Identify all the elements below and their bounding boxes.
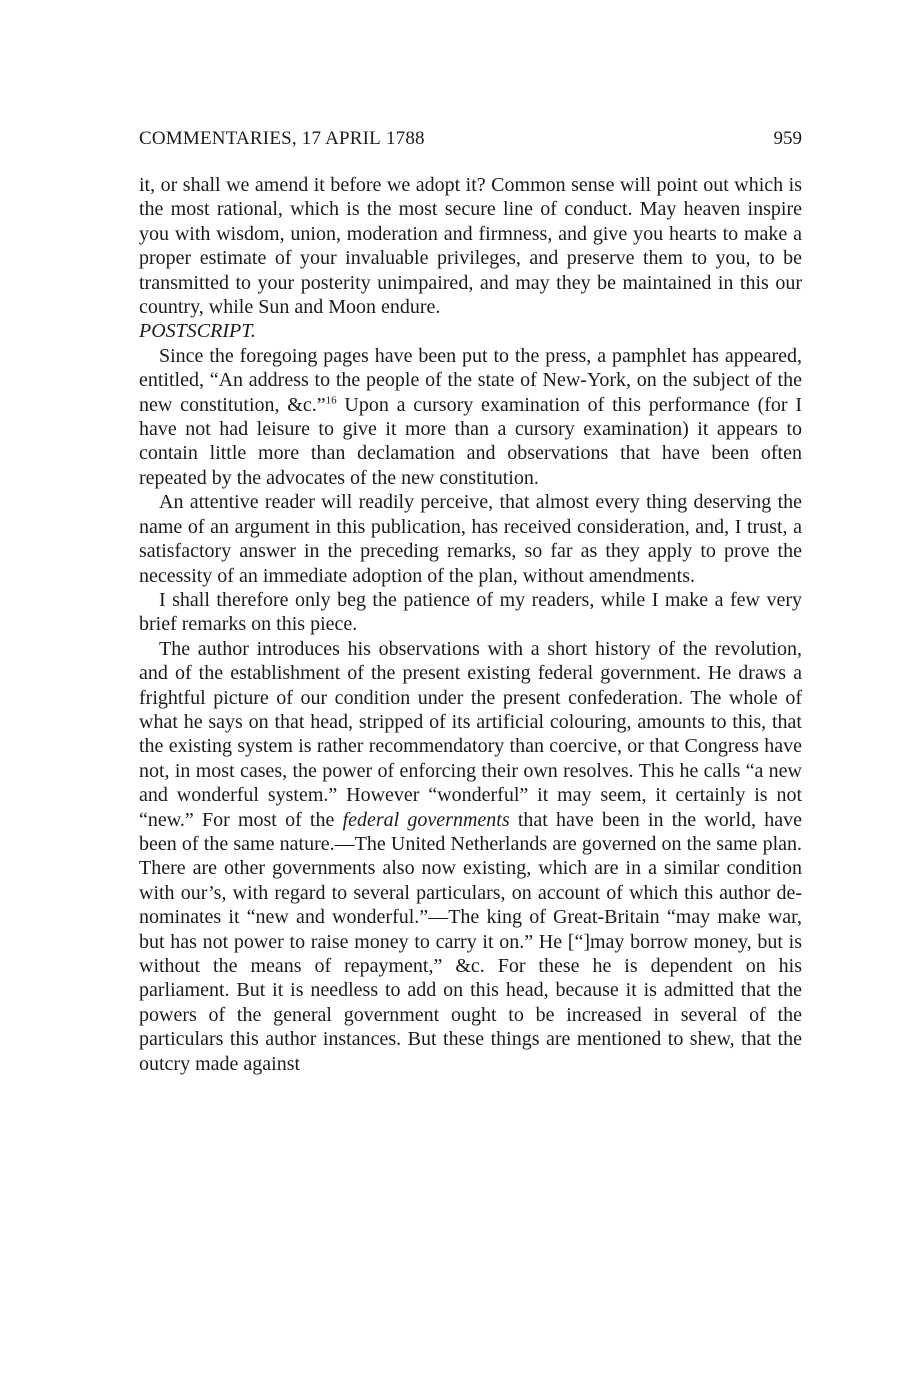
running-head-date-number: , 17 A [291,128,340,149]
paragraph-text: that have been in the world, have been of the same nature.—The United Netherlands are governed on the same plan. There are other governments also now existing, which are in a similar condition with our’s, with regard to several particulars, on account of which this author denominates it “new and wonderful.”—The king of Great-Britain “may make war, but has not power to raise money to carry it on.” He [“]may borrow money, but is without the means of repayment,” &c. For these he is dependent on his parliament. But it is needless to add on this head, because it is admitted that the powers of the general government ought to be increased in several of the particulars this author instances. But these things are mentioned to shew, that the outcry made against [139,808,802,1075]
paragraph-brief-remarks: I shall therefore only beg the patience of my readers, while I make a few very brief remarks on this piece. [139,588,802,636]
paragraph-text: The author introduces his observations with a short history of the revolution, and of the establishment of the present existing federal government. He draws a frightful picture of our condition under the present confederation. The whole of what he says on that head, stripped of its artificial colouring, amounts to this, that the existing system is rather recommendatory than coercive, or that Congress have not, in most cases, the power of enforcing their own resolves. This he calls “a new and wonderful system.” However “wonderful” it may seem, it certainly is not “new.” For most of the [139,637,802,831]
footnote-reference: 16 [325,394,337,406]
paragraph-postscript-intro [139,344,802,490]
paragraph-author-introduces [139,637,802,1076]
paragraph-closing: it, or shall we amend it before we adopt it? Common sense will point out which is the most rational, which is the most secure line of conduct. May heaven inspire you with wisdom, union, moderation and firmness, and give you hearts to make a proper estimate of your invaluable privileges, and preserve them to you, to be transmitted to your posterity unimpaired, and may they be maintained in this our country, while Sun and Moon endure. [139,174,802,319]
postscript-heading: POSTSCRIPT. [139,320,256,343]
body-text [139,173,802,1076]
italic-phrase: federal governments [342,808,510,831]
running-head-year: 1788 [381,128,425,149]
paragraph-text: Upon a cursory examination of this performance (for I have not had leisure to give it more than a cursory examination) it appears to contain little more than declamation and observations that have been often repeated by the advocates of the new constitution. [139,393,802,489]
running-head-initial: C [139,128,152,149]
page-header [139,124,802,154]
running-head [139,124,425,154]
page-number: 959 [773,128,802,149]
paragraph-attentive-reader: An attentive reader will readily perceive, that almost every thing deserving the name of an argument in this publication, has received consideration, and, I trust, a satisfactory answer in the preceding remarks, so far as they apply to prove the necessity of an immediate adoption of the plan, without amendments. [139,491,802,587]
running-head-month: PRIL [339,128,381,149]
paragraph-text: Since the foregoing pages have been put to the press, a pamphlet has appeared, entitled, “An address to the people of the state of New-York, on the subject of the new constitution, &c.” [139,344,802,416]
running-head-word: OMMENTARIES [151,128,292,149]
